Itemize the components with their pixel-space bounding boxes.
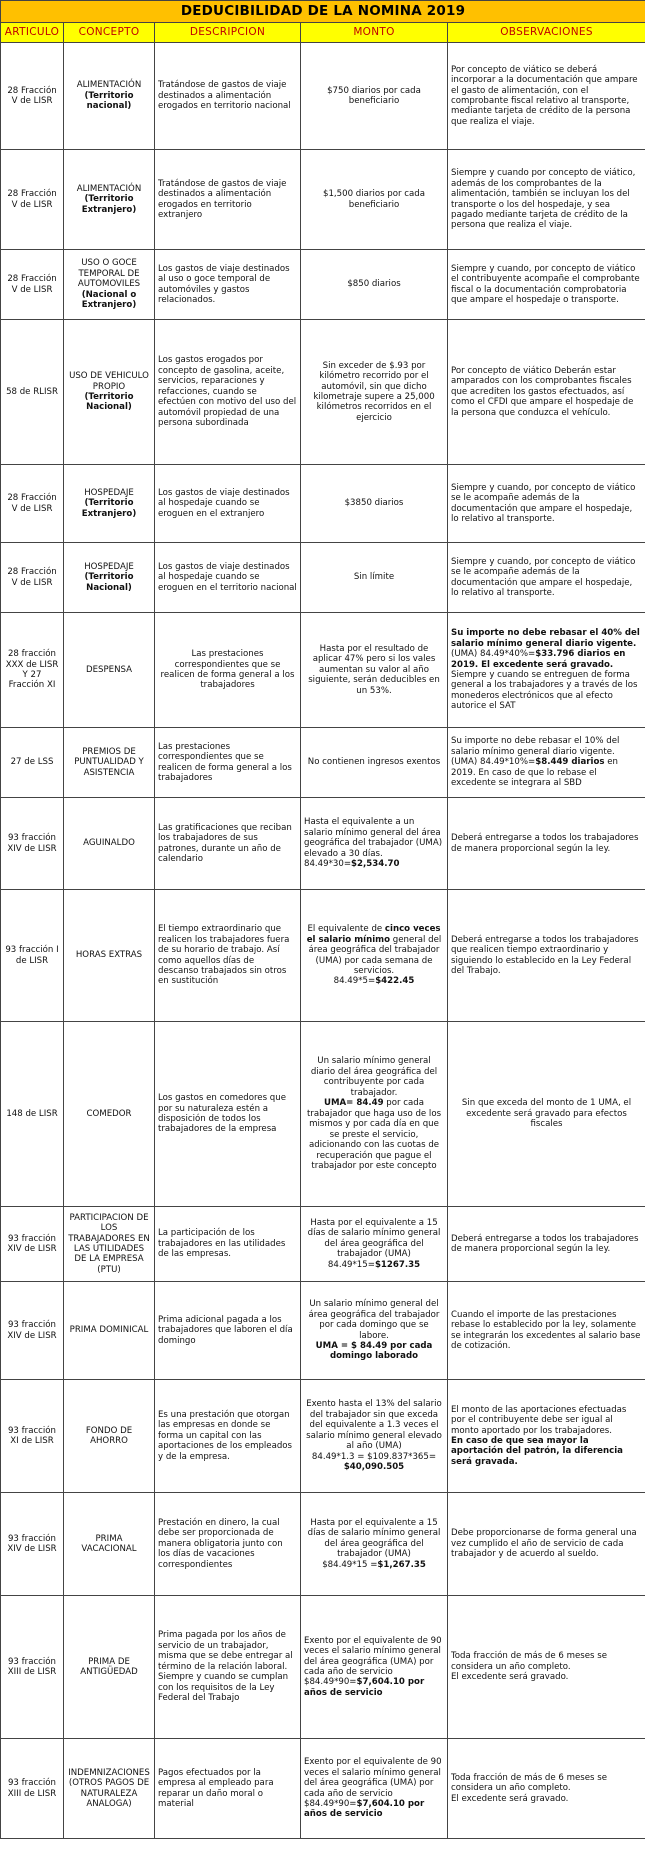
monto-cell bbox=[301, 1022, 448, 1207]
table-row bbox=[1, 798, 645, 890]
concepto-text: ALIMENTACIÓN bbox=[76, 183, 142, 194]
articulo-cell: 93 fracción XIV de LISR bbox=[1, 1207, 64, 1282]
observaciones-cell: Siempre y cuando, por concepto de viático se le acompañe además de la documentación que ampare el hospedaje, lo relativo al transporte. bbox=[448, 465, 645, 543]
descripcion-cell: Prima pagada por los años de servicio de un trabajador, misma que se debe entregar al término de la relación laboral. Siempre y cuando se cumplan con los requisitos de la Ley Federal del Trabajo bbox=[155, 1596, 301, 1739]
observaciones-cell: Deberá entregarse a todos los trabajadores que realicen tiempo extraordinario y siguiendo lo establecido en la Ley Federal del Trabajo. bbox=[448, 890, 645, 1022]
articulo-cell: 28 Fracción V de LISR bbox=[1, 465, 64, 543]
descripcion-cell: Los gastos erogados por concepto de gasolina, aceite, servicios, reparaciones y refacciones, cuando se efectúen con motivo del uso del automóvil propiedad de una persona subordinada bbox=[155, 320, 301, 465]
monto-text-b: 84.49*15= bbox=[327, 1259, 375, 1270]
column-header-observaciones: OBSERVACIONES bbox=[448, 23, 645, 43]
articulo-cell: 28 Fracción V de LISR bbox=[1, 250, 64, 320]
concepto-cell: FONDO DE AHORRO bbox=[64, 1380, 155, 1493]
concepto-cell: HORAS EXTRAS bbox=[64, 890, 155, 1022]
obs-text-a: El monto de las aportaciones efectuadas por el contribuyente debe ser igual al monto aportado por los trabajadores. bbox=[451, 1404, 627, 1436]
descripcion-cell: Las prestaciones correspondientes que se realicen de forma general a los trabajadores bbox=[155, 613, 301, 728]
concepto-cell bbox=[64, 543, 155, 613]
concepto-cell bbox=[64, 43, 155, 150]
concepto-cell: PARTICIPACION DE LOS TRABAJADORES EN LAS UTILIDADES DE LA EMPRESA (PTU) bbox=[64, 1207, 155, 1282]
articulo-cell: 58 de RLISR bbox=[1, 320, 64, 465]
monto-text-c: $7,604.10 por años de servicio bbox=[304, 1677, 425, 1698]
monto-text-a: Exento por el equivalente de 90 veces el salario mínimo general del área geográfica (UMA) por cada año de servicio bbox=[304, 1635, 442, 1677]
monto-text-a: Exento hasta el 13% del salario del trabajador sin que exceda del equivalente a 1.3 veces el salario mínimo general elevado al año (UMA) bbox=[306, 1399, 442, 1452]
monto-text-c: general del área geográfica del trabajador (UMA) por cada semana de servicios. bbox=[308, 934, 442, 976]
monto-text-b: UMA = $ 84.49 por cada domingo laborado bbox=[315, 1340, 433, 1362]
observaciones-cell: Siempre y cuando, por concepto de viático se le acompañe además de la documentación que ampare el hospedaje, lo relativo al transporte. bbox=[448, 543, 645, 613]
articulo-cell: 28 Fracción V de LISR bbox=[1, 543, 64, 613]
concepto-cell: PREMIOS DE PUNTUALIDAD Y ASISTENCIA bbox=[64, 728, 155, 798]
obs-text-a: Su importe no debe rebasar el 40% del salario mínimo general diario vigente. bbox=[451, 628, 640, 649]
concepto-cell: PRIMA DE ANTIGÜEDAD bbox=[64, 1596, 155, 1739]
monto-text-e: $422.45 bbox=[375, 976, 415, 987]
monto-cell bbox=[301, 798, 448, 890]
monto-cell bbox=[301, 1596, 448, 1739]
observaciones-cell: Deberá entregarse a todos los trabajadores de manera proporcional según la ley. bbox=[448, 1207, 645, 1282]
descripcion-cell: Prima adicional pagada a los trabajadores que laboren el día domingo bbox=[155, 1282, 301, 1380]
concepto-cell: PRIMA DOMINICAL bbox=[64, 1282, 155, 1380]
descripcion-cell: Los gastos de viaje destinados al uso o goce temporal de automóviles y gastos relacionados. bbox=[155, 250, 301, 320]
monto-text-c: $2,534.70 bbox=[351, 859, 400, 870]
concepto-cell: INDEMNIZACIONES (OTROS PAGOS DE NATURALEZA ANALOGA) bbox=[64, 1739, 155, 1839]
table-row bbox=[1, 890, 645, 1022]
obs-text-b: $8.449 diarios bbox=[535, 757, 605, 768]
concepto-sub: (Territorio nacional) bbox=[84, 90, 134, 112]
concepto-cell: AGUINALDO bbox=[64, 798, 155, 890]
obs-text-b: El excedente será gravado. bbox=[451, 1672, 569, 1683]
concepto-cell: PRIMA VACACIONAL bbox=[64, 1493, 155, 1596]
concepto-text: HOSPEDAJE bbox=[84, 487, 134, 498]
descripcion-cell: Los gastos en comedores que por su naturaleza estén a disposición de todos los trabajadores de la empresa bbox=[155, 1022, 301, 1207]
obs-text-a: Toda fracción de más de 6 meses se considera un año completo. bbox=[451, 1651, 607, 1672]
concepto-text: ALIMENTACIÓN bbox=[76, 80, 142, 91]
articulo-cell: 93 fracción XIII de LISR bbox=[1, 1596, 64, 1739]
monto-text-b: $84.49*15 = bbox=[322, 1559, 378, 1570]
descripcion-cell: Los gastos de viaje destinados al hospedaje cuando se eroguen en el territorio nacional bbox=[155, 543, 301, 613]
monto-cell: $850 diarios bbox=[301, 250, 448, 320]
obs-text-a: Toda fracción de más de 6 meses se considera un año completo. bbox=[451, 1772, 607, 1794]
monto-text-c: $7,604.10 por años de servicio bbox=[304, 1798, 425, 1820]
column-header-articulo: ARTICULO bbox=[1, 23, 64, 43]
articulo-cell: 28 fracción XXX de LISR Y 27 Fracción XI bbox=[1, 613, 64, 728]
table-row bbox=[1, 1207, 645, 1282]
monto-cell: $750 diarios por cada beneficiario bbox=[301, 43, 448, 150]
observaciones-cell bbox=[448, 1596, 645, 1739]
descripcion-cell: Tratándose de gastos de viaje destinados a alimentación erogados en territorio extranjero bbox=[155, 150, 301, 250]
descripcion-cell: Los gastos de viaje destinados al hospedaje cuando se eroguen en el extranjero bbox=[155, 465, 301, 543]
monto-text-a: Hasta el equivalente a un salario mínimo general del área geográfica del trabajador (UMA) elevado a 30 días. bbox=[304, 817, 443, 859]
concepto-cell: DESPENSA bbox=[64, 613, 155, 728]
monto-text-c: $1,267.35 bbox=[377, 1559, 426, 1570]
monto-cell bbox=[301, 1493, 448, 1596]
concepto-sub: (Territorio Extranjero) bbox=[81, 498, 137, 519]
monto-cell bbox=[301, 1282, 448, 1380]
table-row bbox=[1, 1282, 645, 1380]
monto-text-b: 84.49*30= bbox=[304, 859, 352, 870]
column-header-concepto: CONCEPTO bbox=[64, 23, 155, 43]
monto-text-d: 84.49*5= bbox=[333, 976, 376, 987]
observaciones-cell bbox=[448, 1380, 645, 1493]
descripcion-cell: Tratándose de gastos de viaje destinados a alimentación erogados en territorio nacional bbox=[155, 43, 301, 150]
monto-text-b: 84.49*1.3 = $109.837*365= bbox=[311, 1451, 437, 1462]
monto-cell: $3850 diarios bbox=[301, 465, 448, 543]
monto-text-b: UMA= 84.49 bbox=[324, 1098, 384, 1109]
monto-text-a: El equivalente de bbox=[307, 924, 383, 935]
table-row bbox=[1, 150, 645, 250]
descripcion-cell: Es una prestación que otorgan las empresas en donde se forma un capital con las aportaciones de los empleados y de la empresa. bbox=[155, 1380, 301, 1493]
obs-text-d: Siempre y cuando se entreguen de forma general a los trabajadores y a través de los monederos electrónicos que al efecto autorice el SAT bbox=[451, 670, 638, 712]
articulo-cell: 93 fracción XIV de LISR bbox=[1, 1282, 64, 1380]
monto-cell bbox=[301, 1207, 448, 1282]
monto-cell bbox=[301, 1380, 448, 1493]
table-row bbox=[1, 543, 645, 613]
observaciones-cell: Deberá entregarse a todos los trabajadores de manera proporcional según la ley. bbox=[448, 798, 645, 890]
observaciones-cell: Debe proporcionarse de forma general una vez cumplido el año de servicio de cada trabajador y de acuerdo al sueldo. bbox=[448, 1493, 645, 1596]
monto-text-a: Un salario mínimo general del área geográfica del trabajador por cada domingo que se labore. bbox=[308, 1299, 440, 1341]
descripcion-cell: Las prestaciones correspondientes que se realicen de forma general a los trabajadores bbox=[155, 728, 301, 798]
monto-cell: Sin límite bbox=[301, 543, 448, 613]
column-header-monto: MONTO bbox=[301, 23, 448, 43]
table-row bbox=[1, 1022, 645, 1207]
monto-text-b: $84.49*90= bbox=[304, 1677, 357, 1688]
concepto-sub: (Territorio Nacional) bbox=[84, 572, 134, 593]
concepto-cell: COMEDOR bbox=[64, 1022, 155, 1207]
table-row bbox=[1, 1493, 645, 1596]
concepto-cell bbox=[64, 465, 155, 543]
articulo-cell: 93 fracción XIV de LISR bbox=[1, 1493, 64, 1596]
monto-text-a: Hasta por el equivalente a 15 días de salario mínimo general del área geográfica del trabajador (UMA) bbox=[307, 1517, 441, 1560]
header-row bbox=[1, 23, 645, 43]
articulo-cell: 93 fracción I de LISR bbox=[1, 890, 64, 1022]
descripcion-cell: Las gratificaciones que reciban los trabajadores de sus patrones, durante un año de calendario bbox=[155, 798, 301, 890]
obs-text-c: en 2019. En caso de que lo rebase el excedente se integrara al SBD bbox=[451, 757, 618, 789]
observaciones-cell: Cuando el importe de las prestaciones rebase lo establecido por la ley, solamente se integrarán los excedentes al salario base de cotización. bbox=[448, 1282, 645, 1380]
concepto-text: USO O GOCE TEMPORAL DE AUTOMOVILES bbox=[77, 258, 141, 290]
table-row bbox=[1, 613, 645, 728]
monto-text-a: Hasta por el equivalente a 15 días de salario mínimo general del área geográfica del trabajador (UMA) bbox=[307, 1217, 441, 1260]
articulo-cell: 28 Fracción V de LISR bbox=[1, 150, 64, 250]
observaciones-cell: Sin que exceda del monto de 1 UMA, el excedente será gravado para efectos fiscales bbox=[448, 1022, 645, 1207]
concepto-text: USO DE VEHICULO PROPIO bbox=[69, 371, 149, 392]
monto-text-a: Exento por el equivalente de 90 veces el salario mínimo general del área geográfica (UMA) por cada año de servicio bbox=[304, 1757, 442, 1799]
articulo-cell: 27 de LSS bbox=[1, 728, 64, 798]
observaciones-cell: Siempre y cuando por concepto de viático, además de los comprobantes de la alimentación, también se incluyan los del transporte o los del hospedaje, y sea pagado mediante tarjeta de crédito de la persona que realiza el viaje. bbox=[448, 150, 645, 250]
observaciones-cell bbox=[448, 1739, 645, 1839]
observaciones-cell: Por concepto de viático Deberán estar amparados con los comprobantes fiscales que acrediten los gastos efectuados, así como el CFDI que ampare el hospedaje de la persona que conduzca el vehículo. bbox=[448, 320, 645, 465]
table-row bbox=[1, 465, 645, 543]
articulo-cell: 148 de LISR bbox=[1, 1022, 64, 1207]
articulo-cell: 93 fracción XI de LISR bbox=[1, 1380, 64, 1493]
monto-cell bbox=[301, 1739, 448, 1839]
observaciones-cell: Siempre y cuando, por concepto de viático el contribuyente acompañe el comprobante fiscal o la documentación comprobatoria que ampare el hospedaje o transporte. bbox=[448, 250, 645, 320]
monto-text-a: Un salario mínimo general diario del área geográfica del contribuyente por cada trabajador. bbox=[310, 1056, 438, 1098]
descripcion-cell: Pagos efectuados por la empresa al empleado para reparar un daño moral o material bbox=[155, 1739, 301, 1839]
obs-text-b: En caso de que sea mayor la aportación del patrón, la diferencia será gravada. bbox=[451, 1436, 623, 1467]
table-row bbox=[1, 320, 645, 465]
observaciones-cell: Por concepto de viático se deberá incorporar a la documentación que ampare el gasto de alimentación, con el comprobante fiscal relativo al transporte, mediante tarjeta de crédito de la persona que realiza el viaje. bbox=[448, 43, 645, 150]
concepto-cell bbox=[64, 250, 155, 320]
descripcion-cell: El tiempo extraordinario que realicen los trabajadores fuera de su horario de trabajo. Así como aquellos días de descanso trabajados sin otros en sustitución bbox=[155, 890, 301, 1022]
table-row bbox=[1, 728, 645, 798]
monto-text-c: $40,090.505 bbox=[343, 1462, 405, 1473]
concepto-sub: (Nacional o Extranjero) bbox=[81, 289, 137, 311]
articulo-cell: 28 Fracción V de LISR bbox=[1, 43, 64, 150]
concepto-sub: (Territorio Nacional) bbox=[84, 392, 134, 413]
concepto-text: HOSPEDAJE bbox=[84, 561, 134, 572]
monto-text-b: cinco veces el salario mínimo bbox=[306, 924, 441, 945]
table-row bbox=[1, 1739, 645, 1839]
table-row bbox=[1, 1380, 645, 1493]
monto-cell: $1,500 diarios por cada beneficiario bbox=[301, 150, 448, 250]
monto-cell bbox=[301, 890, 448, 1022]
articulo-cell: 93 fracción XIV de LISR bbox=[1, 798, 64, 890]
monto-text-c: $1267.35 bbox=[374, 1259, 421, 1270]
observaciones-cell bbox=[448, 728, 645, 798]
table-title: DEDUCIBILIDAD DE LA NOMINA 2019 bbox=[1, 1, 645, 23]
monto-cell: No contienen ingresos exentos bbox=[301, 728, 448, 798]
articulo-cell: 93 fracción XIII de LISR bbox=[1, 1739, 64, 1839]
obs-text-a: Su importe no debe rebasar el 10% del salario mínimo general diario vigente. (UMA) 84.49*10%= bbox=[451, 736, 620, 768]
monto-text-b: $84.49*90= bbox=[304, 1798, 357, 1809]
monto-cell: Sin exceder de $.93 por kilómetro recorrido por el automóvil, sin que dicho kilometraje supere a 25,000 kilómetros recorridos en el ejercicio bbox=[301, 320, 448, 465]
table-row bbox=[1, 43, 645, 150]
observaciones-cell bbox=[448, 613, 645, 728]
descripcion-cell: Prestación en dinero, la cual debe ser proporcionada de manera obligatoria junto con los días de vacaciones correspondientes bbox=[155, 1493, 301, 1596]
concepto-cell bbox=[64, 320, 155, 465]
obs-text-b: (UMA) 84.49*40%= bbox=[451, 649, 536, 660]
column-header-descripcion: DESCRIPCION bbox=[155, 23, 301, 43]
table-row bbox=[1, 250, 645, 320]
concepto-cell bbox=[64, 150, 155, 250]
concepto-sub: (Territorio Extranjero) bbox=[81, 194, 137, 215]
monto-text-c: por cada trabajador que haga uso de los mismos y por cada día en que se preste el servicio, adicionando con las cuotas de recuperación que pague el trabajador por este concepto bbox=[306, 1098, 442, 1172]
obs-text-c: $33.796 diarios en 2019. El excedente será gravado. bbox=[451, 649, 626, 670]
descripcion-cell: La participación de los trabajadores en las utilidades de las empresas. bbox=[155, 1207, 301, 1282]
monto-cell: Hasta por el resultado de aplicar 47% pero si los vales aumentan su valor al año siguiente, serán deducibles en un 53%. bbox=[301, 613, 448, 728]
obs-text-b: El excedente será gravado. bbox=[451, 1793, 569, 1804]
table-row bbox=[1, 1596, 645, 1739]
